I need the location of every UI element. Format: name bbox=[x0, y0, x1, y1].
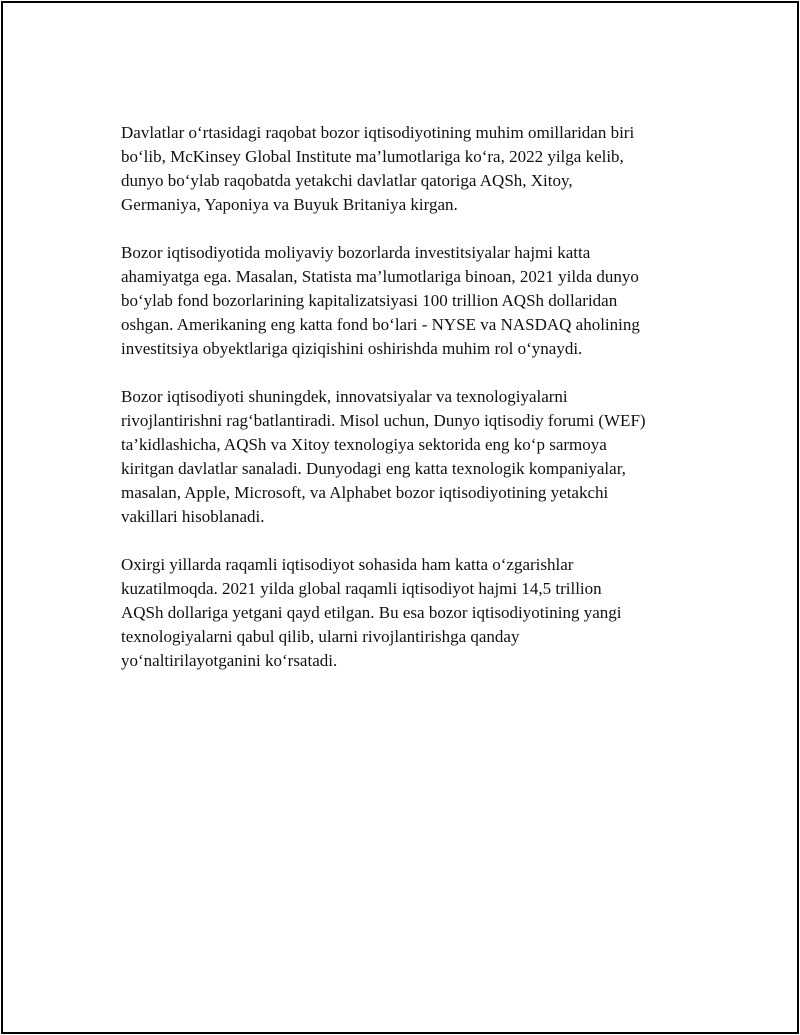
text-line: rivojlantirishni rag‘batlantiradi. Misol uchun, Dunyo iqtisodiy forumi (WEF) bbox=[121, 411, 646, 430]
document-body bbox=[121, 121, 701, 697]
text-line: Oxirgi yillarda raqamli iqtisodiyot sohasida ham katta o‘zgarishlar bbox=[121, 555, 574, 574]
text-line: bo‘ylab fond bozorlarining kapitalizatsiyasi 100 trillion AQSh dollaridan bbox=[121, 291, 618, 310]
paragraph-4 bbox=[121, 553, 701, 673]
paragraph-2 bbox=[121, 241, 701, 361]
text-line: texnologiyalarni qabul qilib, ularni rivojlantirishga qanday bbox=[121, 627, 520, 646]
text-line: Davlatlar o‘rtasidagi raqobat bozor iqtisodiyotining muhim omillaridan biri bbox=[121, 123, 635, 142]
text-line: AQSh dollariga yetgani qayd etilgan. Bu esa bozor iqtisodiyotining yangi bbox=[121, 603, 622, 622]
page-frame bbox=[1, 1, 799, 1034]
text-line: ahamiyatga ega. Masalan, Statista ma’lumotlariga binoan, 2021 yilda dunyo bbox=[121, 267, 639, 286]
text-line: dunyo bo‘ylab raqobatda yetakchi davlatlar qatoriga AQSh, Xitoy, bbox=[121, 171, 573, 190]
text-line: oshgan. Amerikaning eng katta fond bo‘lari - NYSE va NASDAQ aholining bbox=[121, 315, 640, 334]
paragraph-3 bbox=[121, 385, 701, 529]
text-line: Bozor iqtisodiyotida moliyaviy bozorlarda investitsiyalar hajmi katta bbox=[121, 243, 591, 262]
text-line: kiritgan davlatlar sanaladi. Dunyodagi eng katta texnologik kompaniyalar, bbox=[121, 459, 626, 478]
text-line: yo‘naltirilayotganini ko‘rsatadi. bbox=[121, 651, 338, 670]
paragraph-1 bbox=[121, 121, 701, 217]
text-line: Germaniya, Yaponiya va Buyuk Britaniya kirgan. bbox=[121, 195, 458, 214]
text-line: masalan, Apple, Microsoft, va Alphabet bozor iqtisodiyotining yetakchi bbox=[121, 483, 609, 502]
text-line: ta’kidlashicha, AQSh va Xitoy texnologiya sektorida eng ko‘p sarmoya bbox=[121, 435, 607, 454]
text-line: Bozor iqtisodiyoti shuningdek, innovatsiyalar va texnologiyalarni bbox=[121, 387, 568, 406]
text-line: bo‘lib, McKinsey Global Institute ma’lumotlariga ko‘ra, 2022 yilga kelib, bbox=[121, 147, 624, 166]
text-line: investitsiya obyektlariga qiziqishini oshirishda muhim rol o‘ynaydi. bbox=[121, 339, 583, 358]
text-line: kuzatilmoqda. 2021 yilda global raqamli iqtisodiyot hajmi 14,5 trillion bbox=[121, 579, 602, 598]
text-line: vakillari hisoblanadi. bbox=[121, 507, 265, 526]
